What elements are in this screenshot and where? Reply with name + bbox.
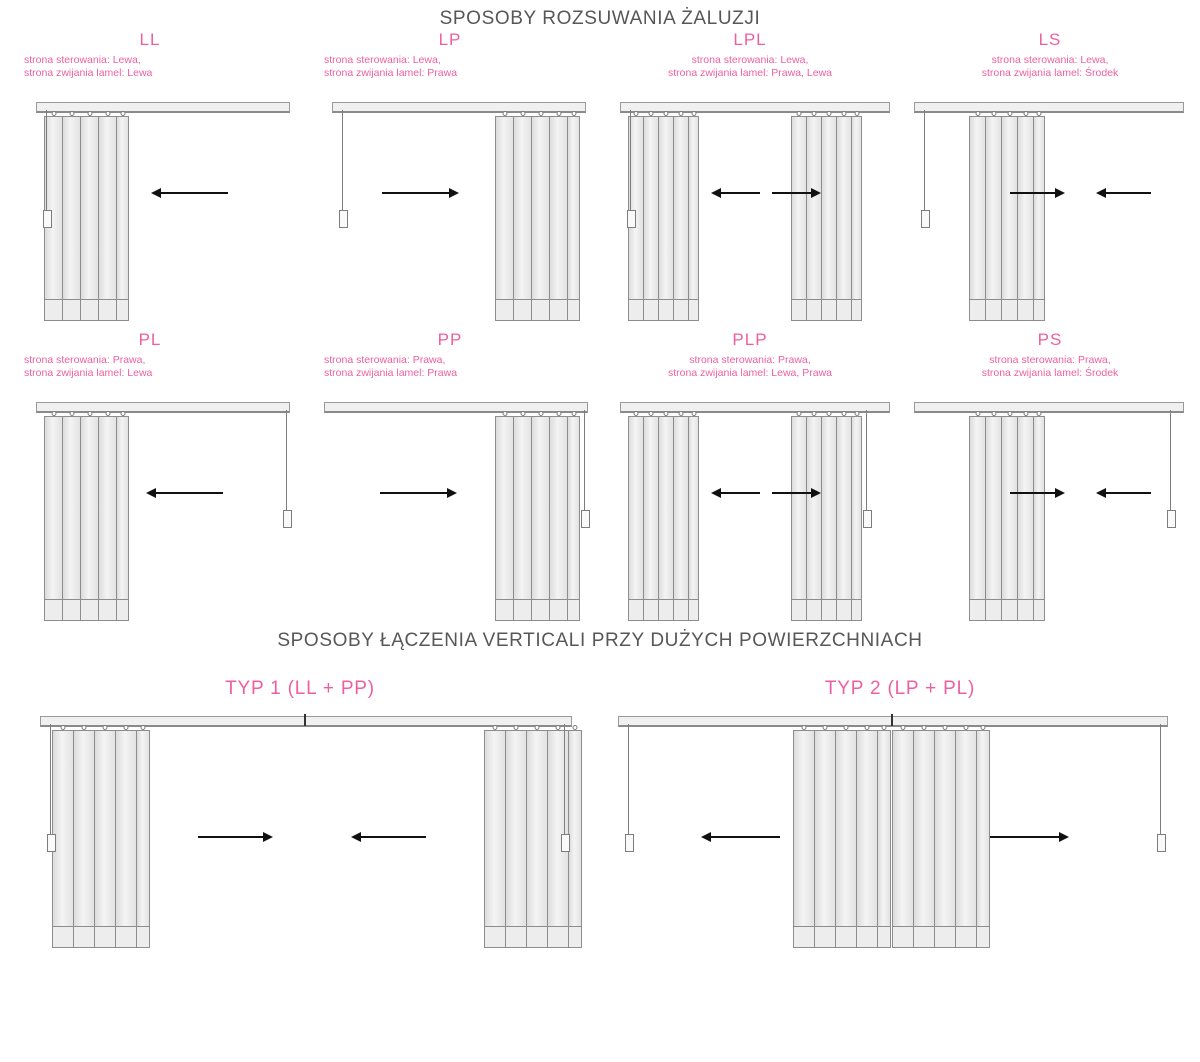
variant-cell-pp [300, 330, 600, 630]
direction-arrow-right [990, 836, 1060, 838]
variant-row-1 [0, 30, 1200, 330]
variant-cell-pl [0, 330, 300, 630]
louver-stack-center-left [793, 730, 890, 948]
direction-arrow-left [155, 492, 223, 494]
direction-arrow-left [710, 836, 780, 838]
rail-joint [304, 714, 306, 726]
louver-stack-center [969, 116, 1044, 321]
louver-stack-right [791, 116, 861, 321]
louver-stack-left [628, 416, 698, 621]
control-cord-right [564, 724, 565, 834]
direction-arrow-right [1010, 492, 1056, 494]
page-title-top: SPOSOBY ROZSUWANIA ŻALUZJI [439, 8, 761, 29]
control-cord [286, 410, 287, 510]
control-cord-left [50, 724, 51, 834]
louver-stack-left [44, 416, 128, 621]
louver-stack-right [495, 116, 579, 321]
louver-stack-left [628, 116, 698, 321]
variant-desc-line1: strona sterowania: Prawa, [989, 354, 1111, 366]
combination-cell-typ1 [0, 678, 600, 976]
control-cord [46, 110, 47, 210]
variant-desc-line2: strona zwijania lamel: Prawa [324, 67, 458, 79]
cord-weight-left [625, 834, 634, 852]
louver-stack-center [969, 416, 1044, 621]
head-rail [914, 102, 1184, 113]
control-cord [924, 110, 925, 210]
page-title-bottom: SPOSOBY ŁĄCZENIA VERTICALI PRZY DUŻYCH POWIERZCHNIACH [277, 630, 923, 651]
direction-arrow-right [1010, 192, 1056, 194]
control-cord-left [628, 724, 629, 834]
control-cord [630, 110, 631, 210]
cord-weight [339, 210, 348, 228]
cord-weight [627, 210, 636, 228]
variant-desc-line2: strona zwijania lamel: Lewa, Prawa [668, 367, 832, 379]
variant-cell-plp [600, 330, 900, 630]
direction-arrow-right [772, 492, 812, 494]
diagram-pl [0, 380, 300, 630]
control-cord-right [1160, 724, 1161, 834]
variant-cell-ls [900, 30, 1200, 330]
variant-desc-line2: strona zwijania lamel: Lewa [24, 367, 153, 379]
louver-stack-left [44, 116, 128, 321]
louver-stack-right [495, 416, 579, 621]
variant-cell-lp [300, 30, 600, 330]
variant-desc-line1: strona sterowania: Lewa, [324, 54, 441, 66]
diagram-typ2 [600, 716, 1200, 976]
variant-desc-line2: strona zwijania lamel: Środek [981, 367, 1119, 379]
variant-desc-line1: strona sterowania: Lewa, [991, 54, 1109, 66]
diagram-typ1 [0, 716, 600, 976]
diagram-ps [900, 380, 1200, 630]
cord-weight [581, 510, 590, 528]
variant-desc-line2: strona zwijania lamel: Prawa, Lewa [668, 67, 832, 79]
variant-desc-line1: strona sterowania: Prawa, [324, 354, 446, 366]
diagram-lp [300, 80, 600, 330]
head-rail [914, 402, 1184, 413]
variant-desc-line2: strona zwijania lamel: Środek [981, 67, 1119, 79]
cord-weight [283, 510, 292, 528]
variant-code: LP [438, 30, 462, 49]
variant-desc-line1: strona sterowania: Lewa, [691, 54, 809, 66]
direction-arrow-left [160, 192, 228, 194]
diagram-ls [900, 80, 1200, 330]
variant-code: PS [1037, 330, 1063, 349]
direction-arrow-left [720, 192, 760, 194]
combination-code: TYP 1 (LL + PP) [225, 678, 375, 699]
combination-row [0, 678, 1200, 976]
variant-code: PLP [732, 330, 768, 349]
cord-weight [43, 210, 52, 228]
cord-weight-left [47, 834, 56, 852]
diagram-plp [600, 380, 900, 630]
combination-cell-typ2 [600, 678, 1200, 976]
variant-code: LS [1038, 30, 1062, 49]
louver-stack-left [52, 730, 149, 948]
control-cord [1170, 410, 1171, 510]
control-cord [584, 410, 585, 510]
variant-code: PL [138, 330, 162, 349]
variant-code: PP [437, 330, 463, 349]
cord-weight [921, 210, 930, 228]
variant-desc-line1: strona sterowania: Prawa, [24, 354, 146, 366]
variant-cell-lpl [600, 30, 900, 330]
variant-cell-ll [0, 30, 300, 330]
direction-arrow-left [1105, 192, 1151, 194]
variant-desc-line1: strona sterowania: Prawa, [689, 354, 811, 366]
direction-arrow-left [720, 492, 760, 494]
direction-arrow-right [772, 192, 812, 194]
diagram-lpl [600, 80, 900, 330]
cord-weight-right [561, 834, 570, 852]
variant-row-2 [0, 330, 1200, 630]
direction-arrow-right [198, 836, 264, 838]
direction-arrow-left [1105, 492, 1151, 494]
cord-weight [863, 510, 872, 528]
variant-code: LL [139, 30, 161, 49]
variant-cell-ps [900, 330, 1200, 630]
combination-code: TYP 2 (LP + PL) [824, 678, 976, 699]
variant-code: LPL [733, 30, 767, 49]
direction-arrow-left [360, 836, 426, 838]
control-cord [866, 410, 867, 510]
variant-desc-line2: strona zwijania lamel: Prawa [324, 367, 458, 379]
variant-desc-line1: strona sterowania: Lewa, [24, 54, 141, 66]
louver-stack-right [791, 416, 861, 621]
cord-weight [1167, 510, 1176, 528]
diagram-ll [0, 80, 300, 330]
louver-stack-center-right [892, 730, 989, 948]
diagram-pp [300, 380, 600, 630]
direction-arrow-right [382, 192, 450, 194]
variant-desc-line2: strona zwijania lamel: Lewa [24, 67, 153, 79]
cord-weight-right [1157, 834, 1166, 852]
control-cord [342, 110, 343, 210]
direction-arrow-right [380, 492, 448, 494]
